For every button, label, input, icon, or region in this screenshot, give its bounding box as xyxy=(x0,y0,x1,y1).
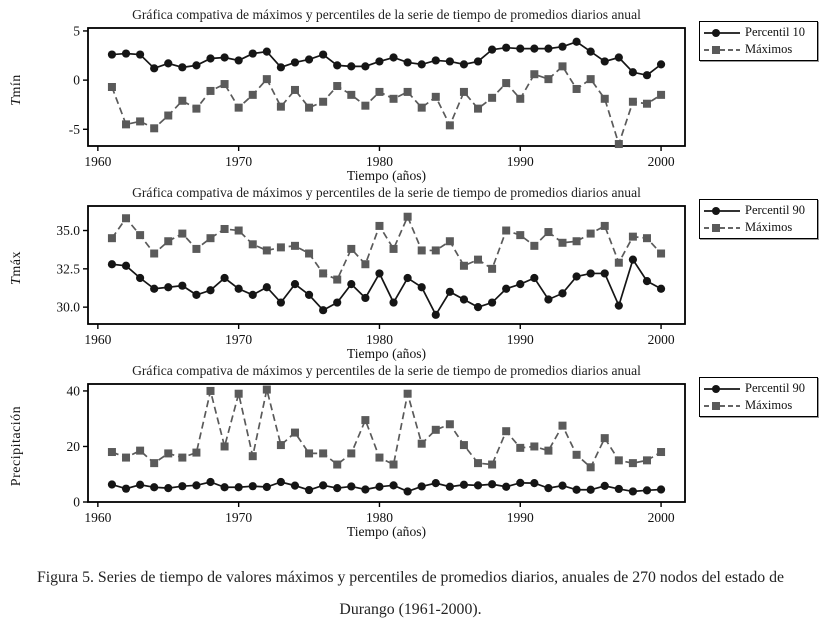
svg-text:20: 20 xyxy=(66,438,80,454)
svg-text:1960: 1960 xyxy=(84,154,112,169)
svg-text:0: 0 xyxy=(73,72,80,88)
svg-text:2000: 2000 xyxy=(647,332,675,347)
figure-caption: Figura 5. Series de tiempo de valores máximos y percentiles de promedios diarios, anuales de 270 nodos del estado de Durango (1961-2000). xyxy=(36,569,785,618)
axes xyxy=(69,23,685,169)
svg-text:32.5: 32.5 xyxy=(56,261,80,277)
series-m-ximos xyxy=(108,213,665,284)
svg-text:0: 0 xyxy=(73,494,80,510)
y-axis-label-tmin: Tmín xyxy=(9,74,24,106)
legend-entry-maximos xyxy=(703,397,811,414)
legend-entry-percentil xyxy=(703,380,811,397)
legend-entry-percentil xyxy=(703,202,811,219)
plot-area-tmax xyxy=(0,201,700,349)
svg-text:1990: 1990 xyxy=(506,154,534,169)
svg-text:1960: 1960 xyxy=(84,332,112,347)
svg-text:30.0: 30.0 xyxy=(56,299,80,315)
legend-entry-maximos xyxy=(703,41,811,58)
svg-text:40: 40 xyxy=(66,383,80,399)
series-m-ximos xyxy=(108,62,665,148)
svg-text:1970: 1970 xyxy=(225,332,253,347)
legend-tmax xyxy=(699,199,818,239)
svg-text:-5: -5 xyxy=(68,121,80,137)
legend-label-percentil: Percentil 90 xyxy=(745,381,806,395)
chart-block-tmin xyxy=(0,6,821,184)
legend-label-maximos: Máximos xyxy=(745,220,793,234)
legend-label-maximos: Máximos xyxy=(745,42,793,56)
svg-text:2000: 2000 xyxy=(647,510,675,525)
maximos-line-square-icon xyxy=(703,222,741,234)
percentil-line-circle-icon xyxy=(703,383,741,395)
y-axis-label-precipitacion: Precipitación xyxy=(9,405,24,487)
svg-text:1980: 1980 xyxy=(365,332,393,347)
percentil-line-circle-icon xyxy=(703,27,741,39)
legend-label-percentil: Percentil 10 xyxy=(745,25,806,39)
legend-label-maximos: Máximos xyxy=(745,398,793,412)
legend-label-percentil: Percentil 90 xyxy=(745,203,806,217)
svg-text:1960: 1960 xyxy=(84,510,112,525)
x-axis-label: Tiempo (años) xyxy=(346,346,427,361)
chart-block-tmax xyxy=(0,184,821,362)
plot-area-precipitacion xyxy=(0,379,700,527)
legend-precipitacion xyxy=(699,377,818,417)
chart-title: Gráfica compativa de máximos y percentiles de la serie de tiempo de promedios diarios anual xyxy=(132,7,641,22)
x-axis-label: Tiempo (años) xyxy=(346,168,427,183)
series-percentil-10 xyxy=(108,38,665,80)
svg-text:2000: 2000 xyxy=(647,154,675,169)
svg-text:5: 5 xyxy=(73,23,80,39)
legend-tmin xyxy=(699,21,818,61)
series-percentil-90 xyxy=(108,478,665,496)
y-axis-label-tmax: Tmáx xyxy=(9,251,24,285)
plot-area-tmin xyxy=(0,23,700,171)
percentil-line-circle-icon xyxy=(703,205,741,217)
x-axis-label: Tiempo (años) xyxy=(346,524,427,539)
svg-text:1990: 1990 xyxy=(506,332,534,347)
maximos-line-square-icon xyxy=(703,44,741,56)
legend-entry-percentil xyxy=(703,24,811,41)
svg-text:1980: 1980 xyxy=(365,510,393,525)
svg-text:1970: 1970 xyxy=(225,154,253,169)
svg-text:35.0: 35.0 xyxy=(56,223,80,239)
series-percentil-90 xyxy=(108,256,665,319)
chart-block-precipitacion xyxy=(0,362,821,540)
svg-text:1980: 1980 xyxy=(365,154,393,169)
svg-text:1970: 1970 xyxy=(225,510,253,525)
maximos-line-square-icon xyxy=(703,400,741,412)
svg-text:1990: 1990 xyxy=(506,510,534,525)
series-m-ximos xyxy=(108,386,665,472)
chart-title: Gráfica compativa de máximos y percentiles de la serie de tiempo de promedios diarios anual xyxy=(132,363,641,378)
chart-title: Gráfica compativa de máximos y percentiles de la serie de tiempo de promedios diarios anual xyxy=(132,185,641,200)
legend-entry-maximos xyxy=(703,219,811,236)
